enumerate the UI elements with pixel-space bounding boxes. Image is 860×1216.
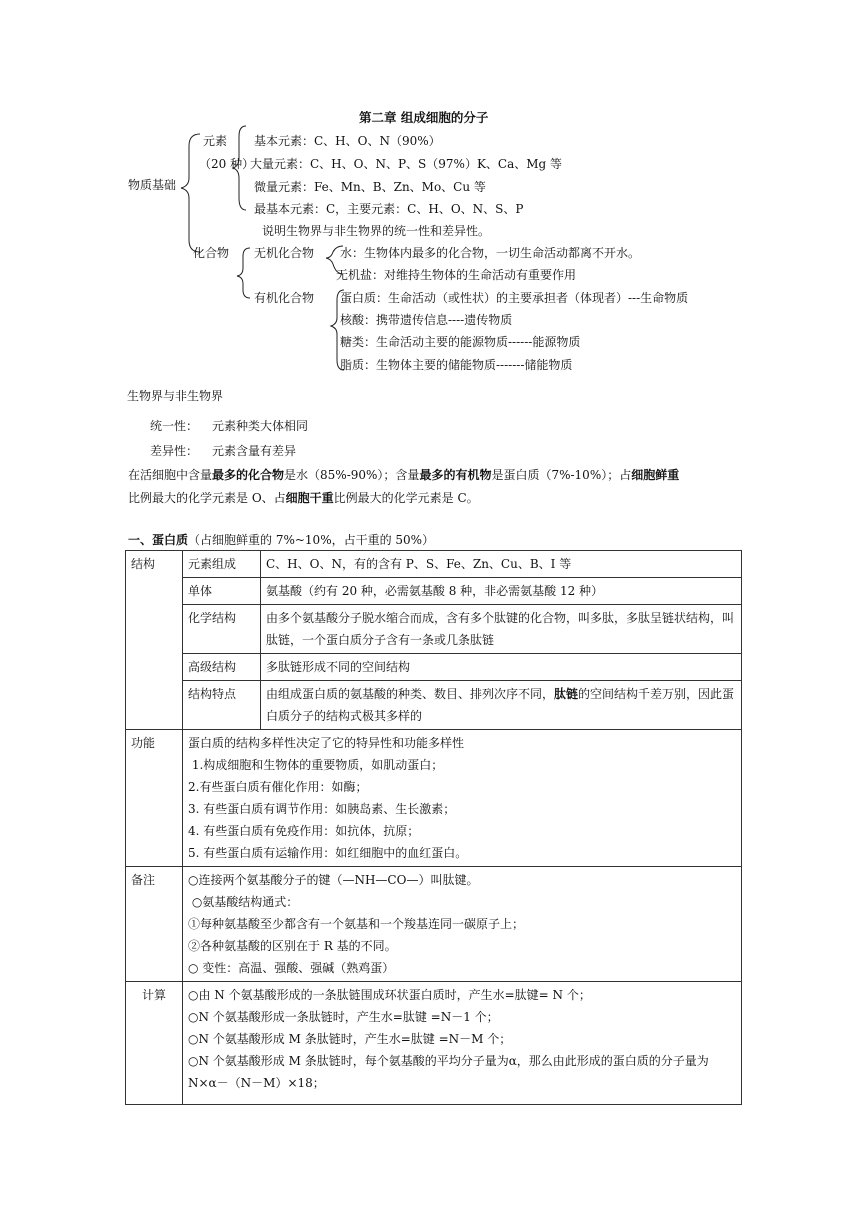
function-content	[183, 730, 742, 867]
row-text: 氨基酸（约有 20 种，必需氨基酸 8 种，非必需氨基酸 12 种）	[261, 578, 742, 605]
function-line: 2.有些蛋白质有催化作用：如酶；	[188, 780, 368, 794]
note-content	[183, 867, 742, 982]
lipid-item: 脂质：生物体主要的储能物质-------储能物质	[340, 358, 573, 372]
row-label: 高级结构	[183, 654, 261, 681]
row-label: 单体	[183, 578, 261, 605]
structure-label: 结构	[126, 551, 183, 730]
para-bold-2: 最多的有机物	[419, 468, 492, 482]
elements-note: 说明生物界与非生物界的统一性和差异性。	[262, 224, 491, 238]
organic-label: 有机化合物	[254, 291, 315, 305]
compounds-label: 化合物	[193, 246, 230, 260]
salt-item: 无机盐：对维持生物体的生命活动有重要作用	[336, 268, 577, 282]
protein-table	[125, 550, 742, 1105]
calc-label: 计算	[126, 982, 183, 1105]
para-text-3: 是蛋白质（7%-10%）；占	[491, 468, 632, 482]
calc-line: ○由 N 个氨基酸形成的一条肽链围成环状蛋白质时，产生水=肽键= N 个；	[188, 988, 591, 1002]
unity-text: 元素种类大体相同	[212, 419, 309, 433]
function-line: 5. 有些蛋白质有运输作用：如红细胞中的血红蛋白。	[188, 846, 468, 860]
function-line: 蛋白质的结构多样性决定了它的特异性和功能多样性	[188, 736, 465, 750]
elements-count: （20 种）	[199, 157, 255, 171]
row-label: 结构特点	[183, 681, 261, 730]
table-row	[126, 605, 742, 654]
table-row	[126, 551, 742, 578]
unity-label: 统一性：	[150, 419, 199, 433]
table-row	[126, 681, 742, 730]
macro-elements: 大量元素：C、H、O、N、P、S（97%）K、Ca、Mg 等	[250, 157, 563, 171]
function-line: 4. 有些蛋白质有免疫作用：如抗体，抗原；	[188, 824, 420, 838]
compounds-brace	[237, 248, 250, 298]
function-label: 功能	[126, 730, 183, 867]
sugar-item: 糖类：生命活动主要的能源物质------能源物质	[340, 335, 581, 349]
table-row	[126, 867, 742, 982]
root-brace	[181, 134, 200, 252]
row-text: C、H、O、N，有的含有 P、S、Fe、Zn、Cu、B、I 等	[261, 551, 742, 578]
calc-line: ○N 个氨基酸形成一条肽链时，产生水=肽键 =N－1 个；	[188, 1010, 499, 1024]
para-bold-4: 细胞干重	[285, 491, 334, 505]
row-text: 由多个氨基酸分子脱水缩合而成，含有多个肽键的化合物，叫多肽，多肽呈链状结构，叫肽链，一个蛋白质分子含有一条或几条肽链	[261, 605, 742, 654]
para-text-2: 是水（85%-90%）；含量	[284, 468, 420, 482]
para-bold-3: 细胞鲜重	[631, 468, 680, 482]
table-row	[126, 982, 742, 1105]
function-line: 3. 有些蛋白质有调节作用：如胰岛素、生长激素；	[188, 802, 456, 816]
para-text-4: 比例最大的化学元素是 O、占	[128, 491, 286, 505]
protein-item: 蛋白质：生命活动（或性状）的主要承担者（体现者）---生命物质	[340, 291, 689, 305]
para-text-5: 比例最大的化学元素是 C。	[333, 491, 479, 505]
para-bold-1: 最多的化合物	[212, 468, 285, 482]
most-basic-elements: 最基本元素：C，主要元素：C、H、O、N、S、P	[254, 202, 524, 216]
calc-line: ○N 个氨基酸形成 M 条肽链时，每个氨基酸的平均分子量为α，那么由此形成的蛋白质的分子量为 N×α－（N－M）×18；	[188, 1054, 709, 1090]
note-line: ○氨基酸结构通式：	[188, 895, 299, 909]
micro-elements: 微量元素：Fe、Mn、B、Zn、Mo、Cu 等	[254, 180, 486, 194]
section-subtitle: （占细胞鲜重的 7%~10%，占干重的 50%）	[188, 533, 435, 547]
row-text	[261, 681, 742, 730]
note-line: ○ 变性：高温、强酸、强碱（熟鸡蛋）	[188, 961, 395, 975]
row-label: 化学结构	[183, 605, 261, 654]
table-row	[126, 654, 742, 681]
note-line: ②各种氨基酸的区别在于 R 基的不同。	[188, 939, 397, 953]
basic-elements: 基本元素：C、H、O、N（90%）	[254, 134, 441, 148]
note-label: 备注	[126, 867, 183, 982]
row-text-part: 由组成蛋白质的氨基酸的种类、数目、排列次序不同，	[266, 687, 555, 701]
row-label: 元素组成	[183, 551, 261, 578]
tree-root: 物质基础	[128, 178, 177, 192]
table-row	[126, 578, 742, 605]
nucleic-item: 核酸：携带遗传信息----遗传物质	[340, 313, 513, 327]
water-item: 水：生物体内最多的化合物，一切生命活动都离不开水。	[340, 246, 641, 260]
section-heading	[128, 531, 434, 548]
page-title: 第二章 组成细胞的分子	[359, 110, 489, 125]
section-title: 一、蛋白质	[128, 533, 189, 547]
calc-line: ○N 个氨基酸形成 M 条肽链时，产生水=肽键 =N－M 个；	[188, 1032, 512, 1046]
elements-label: 元素	[203, 134, 228, 148]
table-row	[126, 730, 742, 867]
difference-text: 元素含量有差异	[212, 444, 297, 458]
row-text-bold: 肽链	[554, 687, 579, 701]
difference-label: 差异性：	[150, 444, 199, 458]
calc-content	[183, 982, 742, 1105]
note-line: ○连接两个氨基酸分子的键（—NH—CO—）叫肽键。	[188, 873, 479, 887]
para-text-1: 在活细胞中含量	[128, 468, 213, 482]
row-text: 多肽链形成不同的空间结构	[261, 654, 742, 681]
function-line: 1.构成细胞和生物体的重要物质，如肌动蛋白；	[188, 758, 444, 772]
inorganic-label: 无机化合物	[254, 246, 315, 260]
bio-heading: 生物界与非生物界	[127, 389, 224, 403]
row-text-part: 的空间结构千差万别，因此蛋白质分子的结构式极其多样的	[266, 687, 735, 723]
content-paragraph	[128, 464, 743, 510]
note-line: ①每种氨基酸至少都含有一个氨基和一个羧基连同一碳原子上；	[188, 917, 525, 931]
